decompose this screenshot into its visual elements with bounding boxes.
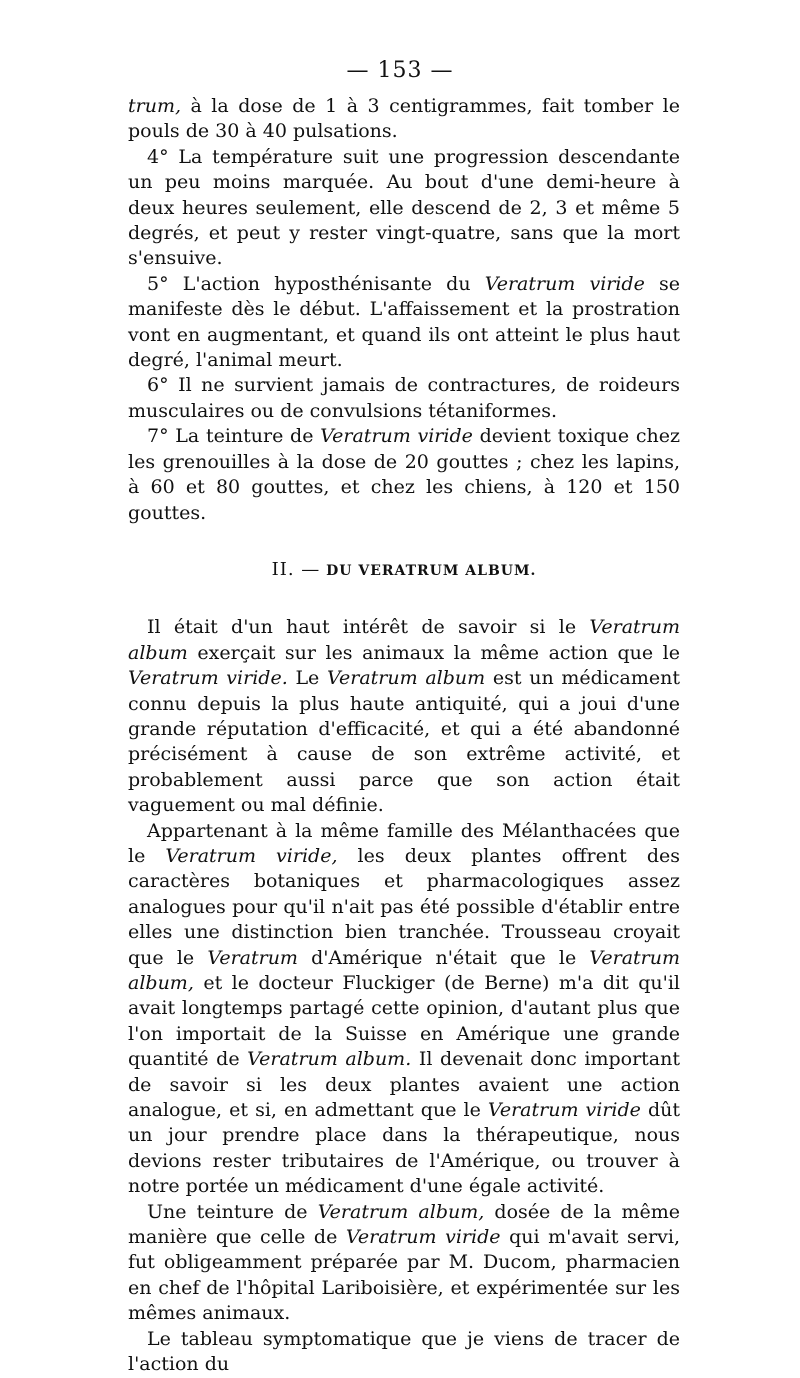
top-paragraphs (128, 94, 680, 526)
text-run: devient toxique chez les grenouilles à la dose de 20 gouttes ; chez les lapins, à 60 et 80 gouttes, et chez les chiens, à 120 et 150 gouttes. (128, 425, 680, 524)
text-run: Il était d'un haut intérêt de savoir si le (147, 616, 590, 639)
section-title: DU VERATRUM ALBUM. (326, 562, 537, 579)
italic-run: Veratrum viride (345, 1226, 501, 1249)
text-run: d'Amérique n'était que le (297, 946, 590, 969)
italic-run: Veratrum album, (317, 1200, 485, 1223)
text-run: 7° La teinture de (147, 425, 321, 448)
paragraph (128, 94, 680, 145)
text-run: qui m'avait servi, fut obligeamment préparée par M. Ducom, pharmacien en chef de l'hôpital Lariboisière, et expérimentée sur les mêmes animaux. (128, 1226, 680, 1325)
paragraph (128, 145, 680, 272)
text-run: est un médicament connu depuis la plus haute antiquité, qui a joui d'une grande réputation d'efficacité, et qui a été abandonné précisément à cause de son extrême activité, et probablement aussi parce que son action était vaguement ou mal définie. (128, 667, 680, 817)
paragraph (128, 615, 680, 818)
italic-run: Veratrum viride (484, 272, 645, 295)
text-run: 4° La température suit une progression descendante un peu moins marquée. Au bout d'une demi-heure à deux heures seulement, elle descend de 2, 3 et même 5 degrés, et peut y rester vingt-quatre, sans que la mort s'ensuive. (128, 145, 680, 270)
section-heading (128, 557, 680, 584)
text-run: Le (287, 667, 328, 690)
text-run: Il devenait donc important de savoir si les deux plantes avaient une action analogue, et si, en admettant que le (128, 1048, 680, 1122)
text-run: dût un jour prendre place dans la thérapeutique, nous devions rester tributaires de l'Amérique, ou trouver à notre portée un médicament d'une égale activité. (128, 1099, 680, 1198)
text-run: exerçait sur les animaux la même action que le (187, 641, 680, 664)
italic-run: Veratrum album. (247, 1048, 412, 1071)
text-run: les deux plantes offrent des caractères botaniques et pharmacologiques assez analogues pour qu'il n'ait pas été possible d'établir entre elles une distinction bien tranchée. Trousseau croyait que le (128, 844, 680, 969)
paragraph (128, 1200, 680, 1327)
paragraph (128, 819, 680, 1200)
italic-run: trum, (128, 95, 182, 117)
italic-run: Veratrum album, (128, 946, 680, 994)
paragraph (128, 1327, 680, 1378)
italic-run: Veratrum (207, 946, 298, 969)
italic-run: Veratrum album (327, 667, 486, 690)
italic-run: Veratrum viride, (165, 844, 338, 867)
text-run: et le docteur Fluckiger (de Berne) m'a dit qu'il avait longtemps partagé cette opinion, d'autant plus que l'on importait de la Suisse en Amérique une grande quantité de (128, 972, 680, 1071)
text-run: à la dose de 1 à 3 centigrammes, fait tomber le pouls de 30 à 40 pulsations. (128, 95, 680, 143)
italic-run: Veratrum album (128, 616, 680, 664)
paragraph (128, 424, 680, 526)
text-run: Appartenant à la même famille des Mélanthacées que le (128, 819, 680, 867)
text-run: 6° Il ne survient jamais de contractures, de roideurs musculaires ou de convulsions tétaniformes. (128, 374, 680, 422)
bottom-paragraphs (128, 615, 680, 1377)
page-number: — 153 — (346, 58, 454, 83)
text-run: Le tableau symptomatique que je viens de tracer de l'action du (128, 1327, 680, 1376)
text-run: se manifeste dès le début. L'affaissement et la prostration vont en augmentant, et quand ils ont atteint le plus haut degré, l'animal meurt. (128, 272, 680, 372)
text-run: Une teinture de (147, 1200, 318, 1223)
section-numeral: II. — (271, 558, 321, 580)
italic-run: Veratrum viride. (128, 667, 288, 690)
italic-run: Veratrum viride (487, 1099, 641, 1122)
text-run: 5° L'action hyposthénisante du (147, 272, 485, 295)
italic-run: Veratrum viride (320, 425, 473, 448)
page-body (128, 94, 680, 1378)
paragraph (128, 272, 680, 374)
text-run: dosée de la même manière que celle de (128, 1200, 680, 1249)
paragraph (128, 373, 680, 424)
